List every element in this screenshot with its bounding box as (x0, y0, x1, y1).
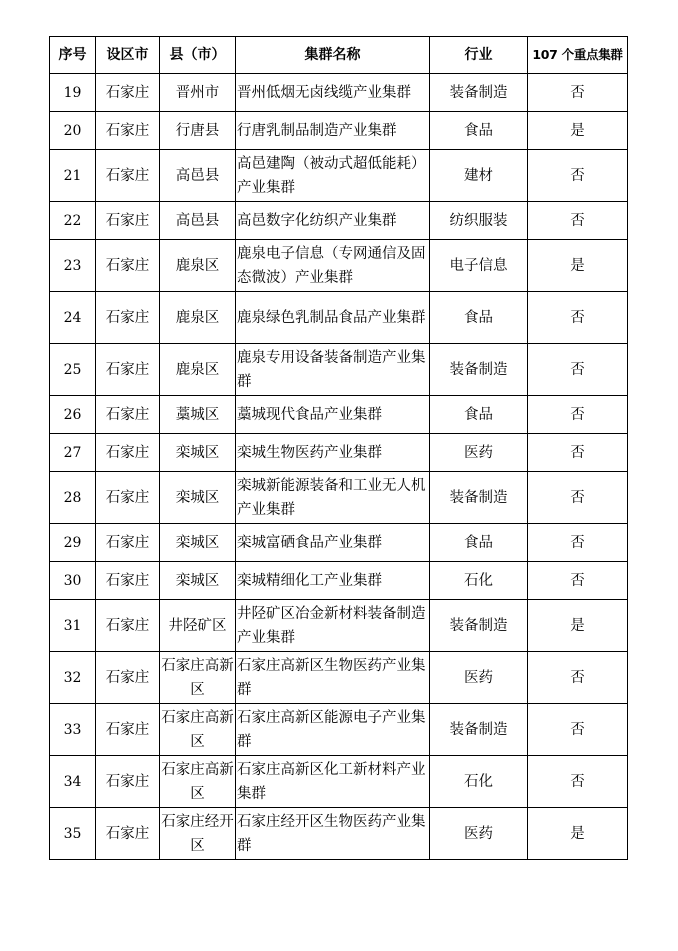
cell-no: 31 (50, 600, 96, 652)
cell-no: 30 (50, 562, 96, 600)
cell-county: 栾城区 (160, 472, 236, 524)
table-row (50, 434, 628, 472)
cell-key: 否 (528, 150, 628, 202)
cell-key: 否 (528, 704, 628, 756)
cell-county: 行唐县 (160, 112, 236, 150)
cell-no: 33 (50, 704, 96, 756)
cell-city: 石家庄 (96, 74, 160, 112)
cell-cluster-name: 晋州低烟无卤线缆产业集群 (236, 74, 430, 112)
header-industry: 行业 (430, 37, 528, 74)
cell-key: 否 (528, 74, 628, 112)
cell-key: 否 (528, 292, 628, 344)
cell-city: 石家庄 (96, 562, 160, 600)
cell-cluster-name: 石家庄经开区生物医药产业集群 (236, 808, 430, 860)
cell-county: 鹿泉区 (160, 240, 236, 292)
cell-cluster-name: 栾城精细化工产业集群 (236, 562, 430, 600)
cell-county: 石家庄高新区 (160, 652, 236, 704)
cell-county: 井陉矿区 (160, 600, 236, 652)
cell-industry: 电子信息 (430, 240, 528, 292)
cell-county: 高邑县 (160, 202, 236, 240)
table-row (50, 472, 628, 524)
cell-cluster-name: 井陉矿区冶金新材料装备制造产业集群 (236, 600, 430, 652)
cell-key: 是 (528, 808, 628, 860)
cell-cluster-name: 栾城新能源装备和工业无人机产业集群 (236, 472, 430, 524)
cluster-table (49, 36, 628, 860)
table-row (50, 112, 628, 150)
table-row (50, 756, 628, 808)
cell-city: 石家庄 (96, 704, 160, 756)
cell-county: 藁城区 (160, 396, 236, 434)
cell-city: 石家庄 (96, 652, 160, 704)
cell-city: 石家庄 (96, 756, 160, 808)
cell-no: 19 (50, 74, 96, 112)
cell-cluster-name: 栾城富硒食品产业集群 (236, 524, 430, 562)
cell-no: 26 (50, 396, 96, 434)
cell-county: 高邑县 (160, 150, 236, 202)
cell-city: 石家庄 (96, 112, 160, 150)
cell-county: 鹿泉区 (160, 344, 236, 396)
cell-city: 石家庄 (96, 150, 160, 202)
header-county: 县（市） (160, 37, 236, 74)
table-row (50, 202, 628, 240)
cell-key: 否 (528, 396, 628, 434)
cell-no: 21 (50, 150, 96, 202)
cell-city: 石家庄 (96, 808, 160, 860)
cell-industry: 装备制造 (430, 74, 528, 112)
cell-county: 栾城区 (160, 434, 236, 472)
header-city: 设区市 (96, 37, 160, 74)
cell-industry: 食品 (430, 292, 528, 344)
cell-no: 22 (50, 202, 96, 240)
cell-city: 石家庄 (96, 396, 160, 434)
cell-industry: 医药 (430, 808, 528, 860)
cell-industry: 医药 (430, 652, 528, 704)
cell-key: 否 (528, 434, 628, 472)
cell-cluster-name: 石家庄高新区生物医药产业集群 (236, 652, 430, 704)
cell-cluster-name: 栾城生物医药产业集群 (236, 434, 430, 472)
cell-key: 是 (528, 600, 628, 652)
cell-city: 石家庄 (96, 472, 160, 524)
cell-city: 石家庄 (96, 202, 160, 240)
cell-county: 鹿泉区 (160, 292, 236, 344)
table-row (50, 74, 628, 112)
cell-cluster-name: 石家庄高新区化工新材料产业集群 (236, 756, 430, 808)
cell-no: 29 (50, 524, 96, 562)
cell-industry: 纺织服装 (430, 202, 528, 240)
table-row (50, 704, 628, 756)
table-row (50, 808, 628, 860)
cell-cluster-name: 鹿泉专用设备装备制造产业集群 (236, 344, 430, 396)
table-row (50, 150, 628, 202)
cell-county: 栾城区 (160, 524, 236, 562)
cell-industry: 食品 (430, 524, 528, 562)
cell-city: 石家庄 (96, 344, 160, 396)
cell-industry: 装备制造 (430, 472, 528, 524)
table-row (50, 240, 628, 292)
cell-industry: 石化 (430, 756, 528, 808)
cell-city: 石家庄 (96, 524, 160, 562)
cell-key: 否 (528, 344, 628, 396)
cell-industry: 食品 (430, 396, 528, 434)
cell-cluster-name: 行唐乳制品制造产业集群 (236, 112, 430, 150)
cell-key: 否 (528, 472, 628, 524)
cell-key: 否 (528, 202, 628, 240)
table-row (50, 396, 628, 434)
cell-cluster-name: 石家庄高新区能源电子产业集群 (236, 704, 430, 756)
cell-cluster-name: 鹿泉绿色乳制品食品产业集群 (236, 292, 430, 344)
cell-no: 32 (50, 652, 96, 704)
cell-no: 24 (50, 292, 96, 344)
cell-no: 25 (50, 344, 96, 396)
header-no: 序号 (50, 37, 96, 74)
table-row (50, 562, 628, 600)
table-row (50, 600, 628, 652)
cell-county: 栾城区 (160, 562, 236, 600)
cell-no: 28 (50, 472, 96, 524)
table-row (50, 292, 628, 344)
cell-county: 石家庄高新区 (160, 756, 236, 808)
cell-industry: 建材 (430, 150, 528, 202)
cell-county: 石家庄高新区 (160, 704, 236, 756)
cell-key: 否 (528, 562, 628, 600)
cell-no: 20 (50, 112, 96, 150)
cell-cluster-name: 藁城现代食品产业集群 (236, 396, 430, 434)
cell-city: 石家庄 (96, 434, 160, 472)
table-row (50, 344, 628, 396)
cell-no: 27 (50, 434, 96, 472)
table-header-row (50, 37, 628, 74)
cell-industry: 石化 (430, 562, 528, 600)
cell-no: 34 (50, 756, 96, 808)
cell-key: 是 (528, 240, 628, 292)
cell-city: 石家庄 (96, 240, 160, 292)
cell-cluster-name: 高邑数字化纺织产业集群 (236, 202, 430, 240)
cell-cluster-name: 鹿泉电子信息（专网通信及固态微波）产业集群 (236, 240, 430, 292)
cell-industry: 装备制造 (430, 600, 528, 652)
cell-cluster-name: 高邑建陶（被动式超低能耗）产业集群 (236, 150, 430, 202)
table-row (50, 524, 628, 562)
cell-industry: 装备制造 (430, 344, 528, 396)
cell-key: 否 (528, 756, 628, 808)
header-key-cluster: 107 个重点集群 (528, 37, 628, 74)
cell-key: 是 (528, 112, 628, 150)
cell-city: 石家庄 (96, 600, 160, 652)
cell-city: 石家庄 (96, 292, 160, 344)
cell-industry: 装备制造 (430, 704, 528, 756)
cell-industry: 医药 (430, 434, 528, 472)
cell-no: 23 (50, 240, 96, 292)
header-cluster-name: 集群名称 (236, 37, 430, 74)
cell-no: 35 (50, 808, 96, 860)
cell-key: 否 (528, 652, 628, 704)
cell-county: 石家庄经开区 (160, 808, 236, 860)
cell-industry: 食品 (430, 112, 528, 150)
table-row (50, 652, 628, 704)
cell-key: 否 (528, 524, 628, 562)
cell-county: 晋州市 (160, 74, 236, 112)
